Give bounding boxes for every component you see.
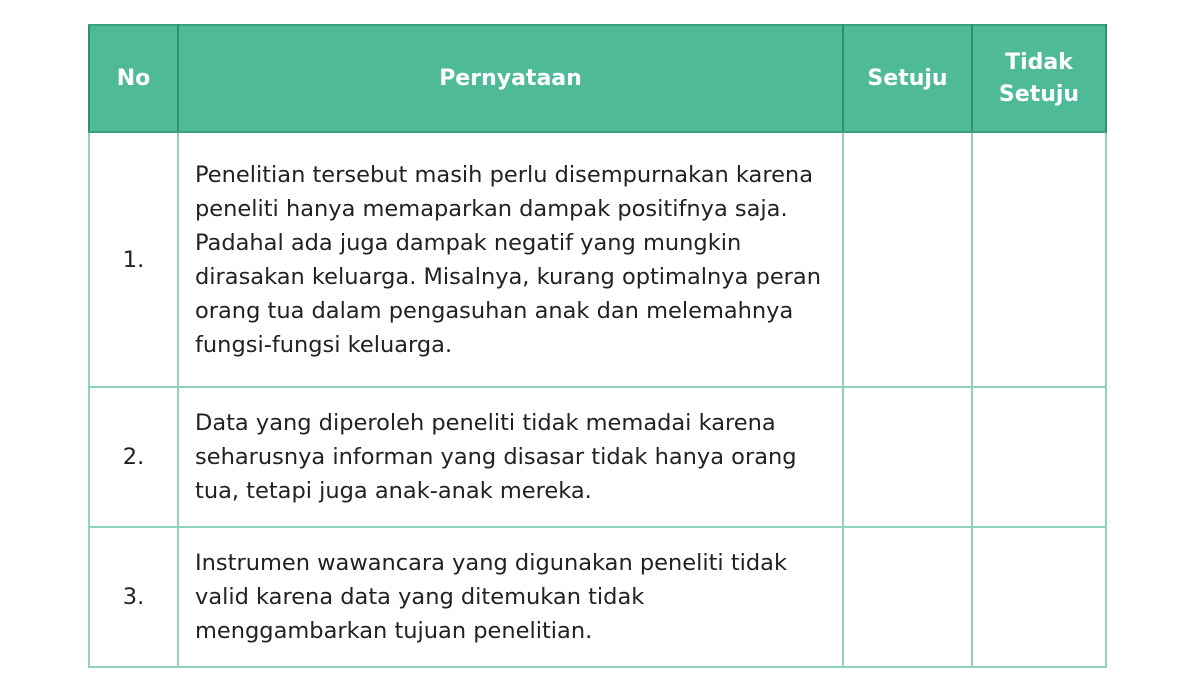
- disagree-cell[interactable]: [972, 387, 1106, 527]
- table-row: [89, 387, 1106, 527]
- header-no: No: [89, 25, 178, 132]
- row-number: 3.: [89, 527, 178, 667]
- table-body: [89, 132, 1106, 667]
- table-row: [89, 527, 1106, 667]
- row-statement: Data yang diperoleh peneliti tidak memadai karena seharusnya informan yang disasar tidak hanya orang tua, tetapi juga anak-anak mereka.: [178, 387, 843, 527]
- header-statement: Pernyataan: [178, 25, 843, 132]
- disagree-cell[interactable]: [972, 132, 1106, 387]
- table-header: [89, 25, 1106, 132]
- table-row: [89, 132, 1106, 387]
- row-statement: Penelitian tersebut masih perlu disempurnakan karena peneliti hanya memaparkan dampak positifnya saja. Padahal ada juga dampak negatif yang mungkin dirasakan keluarga. Misalnya, kurang optimalnya peran orang tua dalam pengasuhan anak dan melemahnya fungsi-fungsi keluarga.: [178, 132, 843, 387]
- disagree-cell[interactable]: [972, 527, 1106, 667]
- agree-cell[interactable]: [843, 387, 972, 527]
- agree-cell[interactable]: [843, 132, 972, 387]
- header-agree: Setuju: [843, 25, 972, 132]
- row-number: 1.: [89, 132, 178, 387]
- header-disagree: Tidak Setuju: [972, 25, 1106, 132]
- header-row: [89, 25, 1106, 132]
- row-statement: Instrumen wawancara yang digunakan peneliti tidak valid karena data yang ditemukan tidak menggambarkan tujuan penelitian.: [178, 527, 843, 667]
- survey-table: [88, 24, 1107, 668]
- agree-cell[interactable]: [843, 527, 972, 667]
- row-number: 2.: [89, 387, 178, 527]
